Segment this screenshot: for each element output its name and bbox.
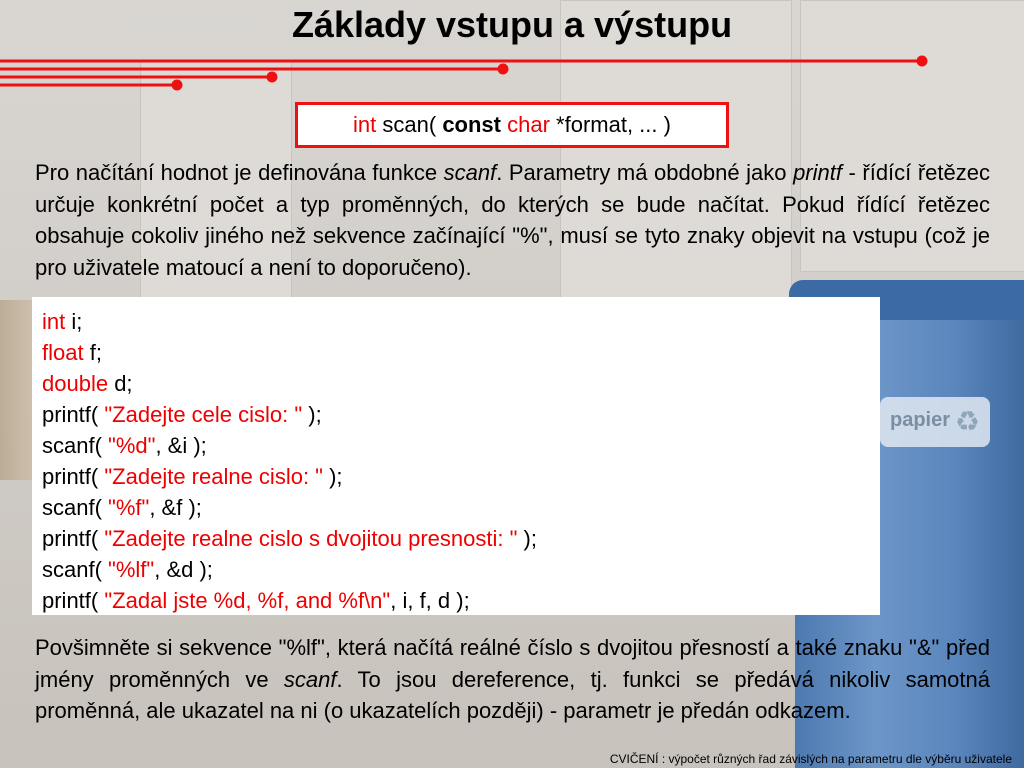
code-line: scanf( "%lf", &d ); [42,557,213,582]
code-line: double d; [42,371,133,396]
sig-name: scan( [382,112,437,137]
code-example [32,297,880,615]
sig-keyword-int: int [353,112,377,137]
footer-note: CVIČENÍ : výpočet různých řad závislých na parametru dle výběru uživatele [609,752,1012,766]
recycle-icon: ♻ [954,406,980,437]
bin-label: papier ♻ [880,397,990,447]
sig-keyword-char: char [507,112,550,137]
code-line: int i; [42,309,83,334]
code-line: printf( "Zadejte cele cislo: " ); [42,402,322,427]
code-line: scanf( "%f", &f ); [42,495,202,520]
sig-keyword-const: const [442,112,501,137]
function-signature-box [295,102,729,148]
code-line: scanf( "%d", &i ); [42,433,207,458]
code-line: float f; [42,340,102,365]
sig-rest: *format, ... ) [556,112,671,137]
intro-paragraph: Pro načítání hodnot je definována funkce scanf. Parametry má obdobné jako printf - řídící řetězec určuje konkrétní počet a typ proměnných, do kterých se bude načítat. Pokud řídící řetězec obsahuje cokoliv jiného než sekvence začínající "%", musí se tyto znaky objevit na vstupu (což je pro uživatele matoucí a není to doporučeno). [35,160,990,280]
code-line: printf( "Zadejte realne cislo s dvojitou presnosti: " ); [42,526,537,551]
decorative-red-lines [0,55,1024,95]
code-line: printf( "Zadal jste %d, %f, and %f\n", i, f, d ); [42,588,470,613]
code-line: printf( "Zadejte realne cislo: " ); [42,464,343,489]
slide-title: Základy vstupu a výstupu [291,4,733,45]
explanation-paragraph: Povšimněte si sekvence "%lf", která načítá reálné číslo s dvojitou přesností a také znaku "&" před jmény proměnných ve scanf. To jsou dereference, tj. funkci se předává nikoliv samotná proměnná, ale ukazatel na ni (o ukazatelích později) - parametr je předán odkazem. [35,635,990,723]
